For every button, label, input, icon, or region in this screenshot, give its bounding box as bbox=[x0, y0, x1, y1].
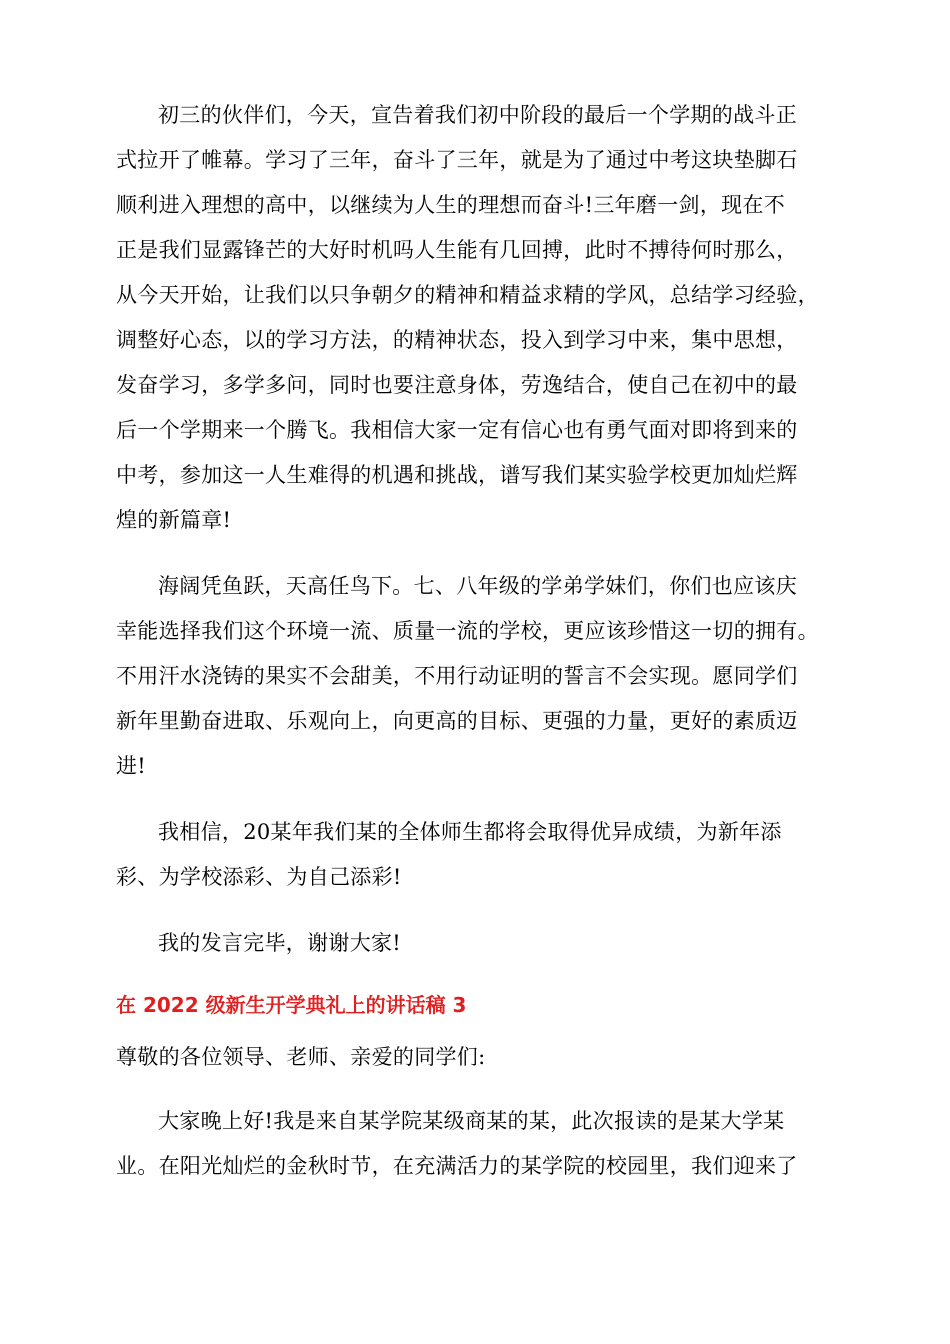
text-line: 海阔凭鱼跃，天高任鸟下。七、八年级的学弟学妹们，你们也应该庆 bbox=[158, 574, 797, 598]
document-page bbox=[116, 93, 842, 1210]
text-line: 中考，参加这一人生难得的机遇和挑战，谱写我们某实验学校更加灿烂辉 bbox=[116, 463, 798, 487]
text-line: 从今天开始，让我们以只争朝夕的精神和精益求精的学风，总结学习经验， bbox=[116, 283, 819, 307]
text-line: 正是我们显露锋芒的大好时机吗人生能有几回搏，此时不搏待何时那么， bbox=[116, 238, 798, 262]
text-line: 彩、为学校添彩、为自己添彩! bbox=[116, 865, 402, 889]
paragraph-3 bbox=[116, 810, 842, 900]
paragraph-1 bbox=[116, 93, 842, 543]
text-line: 大家晚上好!我是来自某学院某级商某的某，此次报读的是某大学某 bbox=[158, 1109, 785, 1133]
salutation: 尊敬的各位领导、老师、亲爱的同学们: bbox=[116, 1045, 486, 1069]
text-line: 式拉开了帷幕。学习了三年，奋斗了三年，就是为了通过中考这块垫脚石 bbox=[116, 148, 798, 172]
text-line: 我的发言完毕，谢谢大家! bbox=[158, 931, 402, 955]
text-line: 后一个学期来一个腾飞。我相信大家一定有信心也有勇气面对即将到来的 bbox=[116, 418, 798, 442]
paragraph-2 bbox=[116, 564, 842, 789]
text-line: 顺利进入理想的高中，以继续为人生的理想而奋斗!三年磨一剑，现在不 bbox=[116, 193, 786, 217]
text-line: 初三的伙伴们，今天，宣告着我们初中阶段的最后一个学期的战斗正 bbox=[158, 103, 797, 127]
text-line: 幸能选择我们这个环境一流、质量一流的学校，更应该珍惜这一切的拥有。 bbox=[116, 619, 819, 643]
text-line: 进! bbox=[116, 754, 147, 778]
section-heading: 在 2022 级新生开学典礼上的讲话稿 3 bbox=[116, 993, 467, 1017]
text-line: 我相信，20某年我们某的全体师生都将会取得优异成绩，为新年添 bbox=[158, 820, 782, 844]
paragraph-4 bbox=[116, 921, 842, 966]
text-line: 新年里勤奋进取、乐观向上，向更高的目标、更强的力量，更好的素质迈 bbox=[116, 709, 798, 733]
text-line: 业。在阳光灿烂的金秋时节，在充满活力的某学院的校园里，我们迎来了 bbox=[116, 1154, 798, 1178]
paragraph-5 bbox=[116, 1099, 842, 1189]
text-line: 煌的新篇章! bbox=[116, 508, 232, 532]
text-line: 调整好心态，以的学习方法，的精神状态，投入到学习中来，集中思想， bbox=[116, 328, 798, 352]
text-line: 不用汗水浇铸的果实不会甜美，不用行动证明的誓言不会实现。愿同学们 bbox=[116, 664, 798, 688]
text-line: 发奋学习，多学多问，同时也要注意身体，劳逸结合，使自己在初中的最 bbox=[116, 373, 798, 397]
